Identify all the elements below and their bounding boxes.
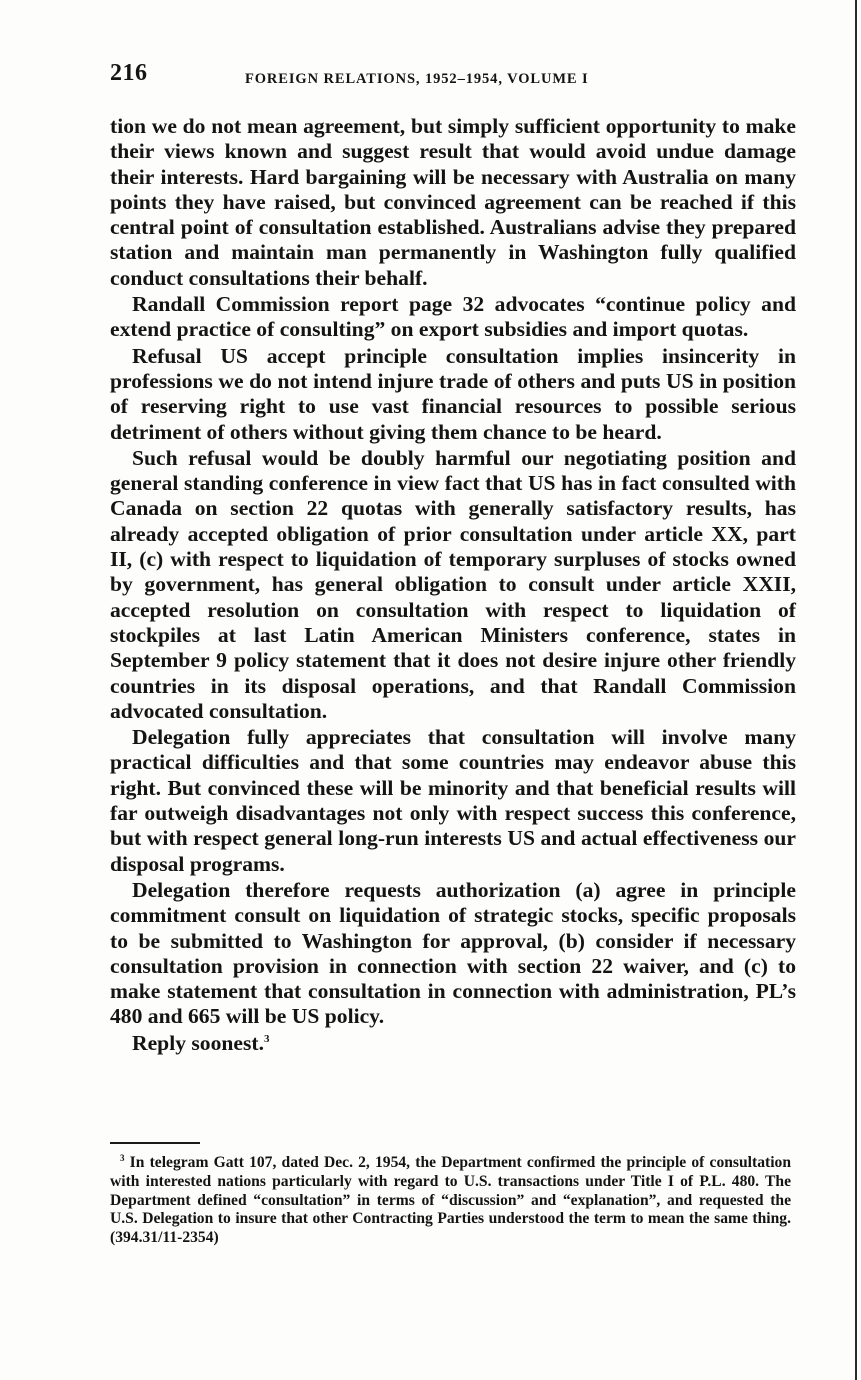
footnote	[110, 1154, 791, 1248]
paragraph-refusal: Refusal US accept principle consultation implies insincerity in professions we do not intend injure trade of others and puts US in position of reserving right to use vast financial resources to possible serious detriment of others without giving them chance to be heard.	[110, 343, 796, 444]
paragraph-doubly-harmful: Such refusal would be doubly harmful our negotiating position and general standing conference in view fact that US has in fact consulted with Canada on section 22 quotas with generally satisfactory results, has already accepted obligation of prior consultation under article XX, part II, (c) with respect to liquidation of temporary surpluses of stocks owned by government, has general obligation to consult under article XXII, accepted resolution on consultation with respect to liquidation of stockpiles at last Latin American Ministers conference, states in September 9 policy statement that it does not desire injure other friendly countries in its disposal operations, and that Randall Commission advocated consultation.	[110, 445, 796, 723]
footnote-reference: 3	[263, 1032, 270, 1045]
footnote-paragraph	[110, 1154, 791, 1248]
closing-text: Reply soonest.	[132, 1030, 264, 1055]
page-header	[110, 60, 795, 100]
footnote-mark: 3	[120, 1152, 125, 1163]
page-number: 216	[110, 60, 148, 86]
running-head: FOREIGN RELATIONS, 1952–1954, VOLUME I	[245, 71, 589, 87]
footnote-text: In telegram Gatt 107, dated Dec. 2, 1954, the Department confirmed the principle of consultation with interested nations particularly with regard to U.S. transactions under Title I of P.L. 480. The Department defined “consultation” in terms of “discussion” and “explanation”, and requested the U.S. Delegation to insure that other Contracting Parties understood the term to mean the same thing. (394.31/11-2354)	[110, 1154, 791, 1247]
paragraph-authorization-request: Delegation therefore requests authorization (a) agree in principle commitment consult on liquidation of strategic stocks, specific proposals to be submitted to Washington for approval, (b) consider if necessary consultation provision in connection with section 22 waiver, and (c) to make statement that consultation in connection with administration, PL’s 480 and 665 will be US policy.	[110, 877, 796, 1029]
telegram-body	[110, 114, 796, 1056]
page-edge-shadow	[855, 0, 857, 1380]
footnote-divider	[110, 1142, 200, 1144]
paragraph-continuation: tion we do not mean agreement, but simply sufficient opportunity to make their views known and suggest result that would avoid undue damage their interests. Hard bargaining will be necessary with Australia on many points they have raised, but convinced agreement can be reached if this central point of consultation established. Australians advise they prepared station and maintain man permanently in Washington fully qualified conduct consultations their behalf.	[110, 114, 796, 290]
paragraph-randall-report: Randall Commission report page 32 advocates “continue policy and extend practice of consulting” on export subsidies and import quotas.	[110, 292, 796, 342]
paragraph-delegation-appreciates: Delegation fully appreciates that consultation will involve many practical difficulties and that some countries may endeavor abuse this right. But convinced these will be minority and that beneficial results will far outweigh disadvantages not only with respect success this conference, but with respect general long-run interests US and actual effectiveness our disposal programs.	[110, 725, 796, 876]
closing-line	[110, 1031, 796, 1056]
